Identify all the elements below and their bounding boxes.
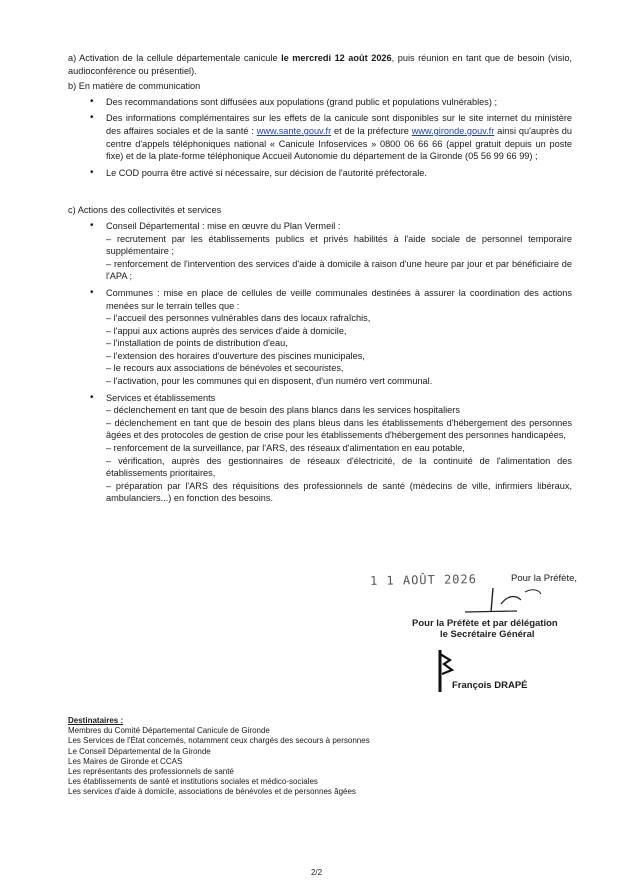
recipients-title: Destinataires : [68,716,124,725]
sante-link[interactable]: www.sante.gouv.fr [256,125,332,136]
recipient-line: Les établissements de santé et institutions sociales et médico-sociales [68,777,318,787]
item-a-date: le mercredi 12 août 2026 [281,53,392,63]
recipient-line: Les services d'aide à domicile, associations de bénévoles et de personnes âgées [68,787,356,797]
services-actions [106,404,572,505]
action-line: – déclenchement en tant que de besoin des plans blancs dans les services hospitaliers [106,405,460,416]
bullet-text: et de la préfecture [331,125,412,136]
recipient-line: Le Conseil Départemental de la Gironde [68,746,211,756]
signer-name: François DRAPÉ [452,680,528,691]
services-item [68,392,572,505]
services-title: • Services et établissements [106,392,216,403]
bullet-text: Le COD pourra être activé si nécessaire, sur décision de l'autorité préfectorale. [106,167,427,178]
recipient-line: Membres du Comité Départemental Canicule de Gironde [68,726,270,736]
action-line: – renforcement de l'intervention des services d'aide à domicile à raison d'une heure par jour et par bénéficiaire de l'APA ; [106,258,572,282]
date-stamp: 1 1 AOÛT 2026 [369,572,478,588]
bullet-text: Des informations complémentaires sur les effets de la canicule sont disponibles sur le site internet du ministère des affaires sociales et de la santé : [106,113,572,136]
action-line: – l'accueil des personnes vulnérables dans des locaux rafraîchis, [106,313,371,324]
section-b-bullet [68,112,572,162]
recipient-line: Les Services de l'État concernés, notamment ceux chargés des secours à personnes [68,736,370,746]
recipients-list [68,726,370,797]
signature-pour: Pour la Préfète, [511,573,578,584]
action-line: – l'appui aux actions auprès des services d'aide à domicile, [106,325,347,336]
item-a-text-end: , puis réunion en tant que de besoin (visio, audioconférence ou présentiel). [68,53,572,76]
action-line: – recrutement par les établissements publics et privés habilités à l'aide sociale de personnel temporaire supplémentaire ; [106,233,572,257]
section-c-title: c) Actions des collectivités et services [68,205,222,216]
action-line: – l'installation de points de distribution d'eau, [106,338,288,349]
recipient-line: Les Maires de Gironde et CCAS [68,756,183,766]
item-a-text: a) Activation de la cellule départementale canicule [68,53,282,63]
delegation-title: le Secrétaire Général [440,629,535,640]
action-line: – l'activation, pour les communes qui en disposent, d'un numéro vert communal. [106,376,433,387]
conseil-departemental-item [68,220,572,283]
action-line: – vérification, auprès des gestionnaires de réseaux d'électricité, de la continuité de l'alimentation des établissements prioritaires, [106,455,572,479]
section-c-list [68,220,572,505]
page-number: 2/2 [310,868,323,877]
conseil-departemental-title: • Conseil Départemental : mise en œuvre du Plan Vermeil : [106,220,341,231]
section-b-list [68,96,572,180]
recipients-block [68,716,370,798]
section-b-bullet [68,167,572,180]
communes-item [68,287,572,388]
communes-actions [106,312,572,388]
bullet-text: ainsi qu'auprès du centre d'appels téléphoniques national « Canicule Infoservices » 0800 06 66 66 (appel gratuit depuis un poste fixe) et de la plate-forme téléphonique Accueil Autonomie du département de la Gironde (05 56 99 66 99) ; [106,125,572,162]
action-line: – le recours aux associations de bénévoles et secouristes, [106,363,344,374]
delegation-line: Pour la Préfète et par délégation [412,618,558,629]
gironde-link[interactable]: www.gironde.gouv.fr [411,125,495,136]
item-a [68,52,572,77]
action-line: – l'extension des horaires d'ouverture des piscines municipales, [106,350,365,361]
conseil-departemental-actions [106,233,572,283]
recipient-line: Les représentants des professionnels de santé [68,767,234,777]
section-b-bullet [68,96,572,109]
action-line: – préparation par l'ARS des réquisitions des professionnels de santé (médecins de ville, infirmiers libéraux, ambulanciers...) en fonction des besoins. [106,480,572,504]
handwritten-signature-icon [455,582,545,618]
communes-title: • Communes : mise en place de cellules de veille communales destinées à assurer la coordination des actions menées sur le terrain telles que : [106,287,572,311]
action-line: – renforcement de la surveillance, par l'ARS, des réseaux d'alimentation en eau potable, [106,443,465,454]
document-body [68,52,572,509]
delegation-block [412,618,558,640]
action-line: – déclenchement en tant que de besoin des plans bleus dans les établissements d'hébergement des personnes âgées et des protocoles de gestion de crise pour les établissements d'hébergement des personnes handicapées, [106,417,572,441]
section-b-title: b) En matière de communication [68,81,201,92]
bullet-text: Des recommandations sont diffusées aux populations (grand public et populations vulnérables) ; [106,96,498,107]
